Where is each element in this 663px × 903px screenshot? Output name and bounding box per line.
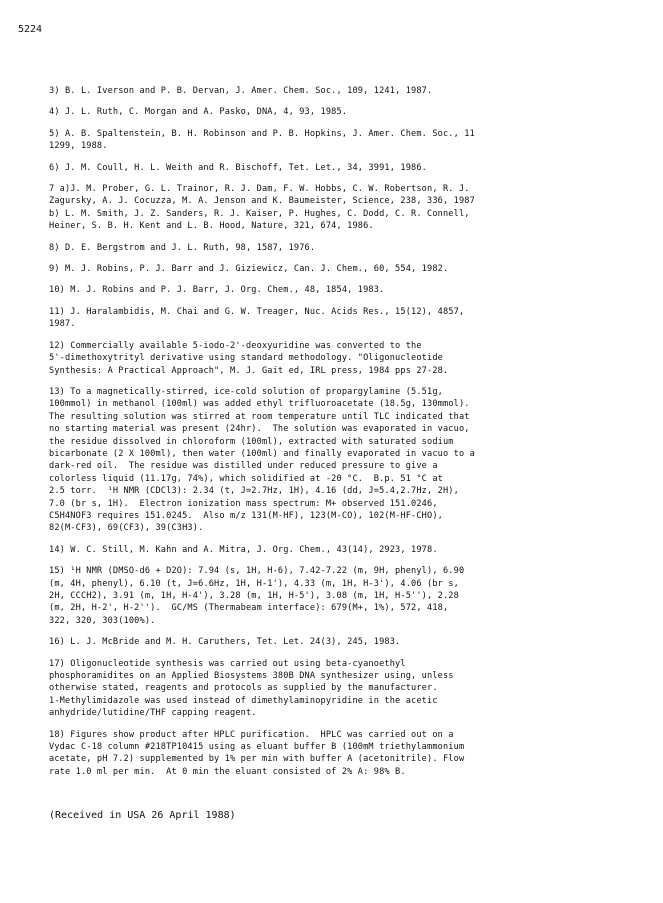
- reference-13: 13) To a magnetically-stirred, ice-cold solution of propargylamine (5.51g, 100mmol) in methanol (100ml) was added ethyl trifluoroacetate (18.5g, 130mmol). The resulting solution was stirred at room temperature until TLC indicated that no starting material was present (24hr). The solution was evaporated in vacuo, the residue dissolved in chloroform (100ml), extracted with saturated sodium bicarbonate (2 X 100ml), then water (100ml) and finally evaporated in vacuo to a dark-red oil. The residue was distilled under reduced pressure to give a colorless liquid (11.17g, 74%), which solidified at -20 °C. B.p. 51 °C at 2.5 torr. ¹H NMR (CDCl3): 2.34 (t, J=2.7Hz, 1H), 4.16 (dd, J=5.4,2.7Hz, 2H), 7.0 (br s, 1H). Electron ionization mass spectrum: M+ observed 151.0246, C5H4NOF3 requires 151.0245. Also m/z 131(M-HF), 123(M-CO), 102(M-HF-CHO), 82(M-CF3), 69(CF3), 39(C3H3).: [49, 386, 475, 534]
- reference-16: 16) L. J. McBride and M. H. Caruthers, Tet. Let. 24(3), 245, 1983.: [49, 637, 401, 648]
- reference-12: 12) Commercially available 5-iodo-2'-deoxyuridine was converted to the 5'-dimethoxytrityl derivative using standard methodology. "Oligonucleotide Synthesis: A Practical Approach", M. J. Gait ed, IRL press, 1984 pps 27-28.: [49, 340, 449, 376]
- reference-9: 9) M. J. Robins, P. J. Barr and J. Giziewicz, Can. J. Chem., 60, 554, 1982.: [49, 264, 449, 275]
- reference-11: 11) J. Haralambidis, M. Chai and G. W. Treager, Nuc. Acids Res., 15(12), 4857, 1987.: [49, 306, 465, 330]
- reference-3: 3) B. L. Iverson and P. B. Dervan, J. Amer. Chem. Soc., 109, 1241, 1987.: [49, 86, 433, 96]
- reference-7: 7 a)J. M. Prober, G. L. Trainor, R. J. Dam, F. W. Hobbs, C. W. Robertson, R. J. Zagursky, A. J. Cocuzza, M. A. Jenson and K. Baumeister, Science, 238, 336, 1987 b) L. M. Smith, J. Z. Sanders, R. J. Kaiser, P. Hughes, C. Dodd, C. R. Connell, Heiner, S. B. H. Kent and L. B. Hood, Nature, 321, 674, 1986.: [49, 184, 475, 232]
- reference-4: 4) J. L. Ruth, C. Morgan and A. Pasko, DNA, 4, 93, 1985.: [49, 107, 348, 118]
- reference-list: [49, 85, 627, 787]
- reference-14: 14) W. C. Still, M. Kahn and A. Mitra, J. Org. Chem., 43(14), 2923, 1978.: [49, 544, 438, 555]
- reference-5: 5) A. B. Spaltenstein, B. H. Robinson and P. B. Hopkins, J. Amer. Chem. Soc., 11 1299, 1988.: [49, 128, 475, 152]
- page-number: 5224: [18, 24, 43, 35]
- reference-8: 8) D. E. Bergstrom and J. L. Ruth, 98, 1587, 1976.: [49, 242, 316, 253]
- reference-18: 18) Figures show product after HPLC purification. HPLC was carried out on a Vydac C-18 column #218TP10415 using as eluant buffer B (100mM triethylammonium acetate, pH 7.2) supplemented by 1% per min with buffer A (acetonitrile). Flow rate 1.0 ml per min. At 0 min the eluant consisted of 2% A: 98% B.: [49, 729, 465, 777]
- reference-6: 6) J. M. Coull, H. L. Weith and R. Bischoff, Tet. Let., 34, 3991, 1986.: [49, 162, 427, 173]
- reference-15: 15) ¹H NMR (DMSO-d6 + D2O): 7.94 (s, 1H, H-6), 7.42-7.22 (m, 9H, phenyl), 6.90 (m, 4H, phenyl), 6.10 (t, J=6.6Hz, 1H, H-1'), 4.33 (m, 1H, H-3'), 4.06 (br s, 2H, CCCH2), 3.91 (m, 1H, H-4'), 3.28 (m, 1H, H-5'), 3.08 (m, 1H, H-5''), 2.28 (m, 2H, H-2', H-2''). GC/MS (Thermabeam interface): 679(M+, 1%), 572, 418, 322, 320, 303(100%).: [49, 566, 465, 626]
- reference-17: 17) Oligonucleotide synthesis was carried out using beta-cyanoethyl phosphoramidites on an Applied Biosystems 380B DNA synthesizer using, unless otherwise stated, reagents and protocols as supplied by the manufacturer. 1-Methylimidazole was used instead of dimethylaminopyridine in the acetic anhydride/lutidine/THF capping reagent.: [49, 658, 454, 719]
- reference-10: 10) M. J. Robins and P. J. Barr, J. Org. Chem., 48, 1854, 1983.: [49, 285, 385, 296]
- received-date: (Received in USA 26 April 1988): [49, 810, 236, 821]
